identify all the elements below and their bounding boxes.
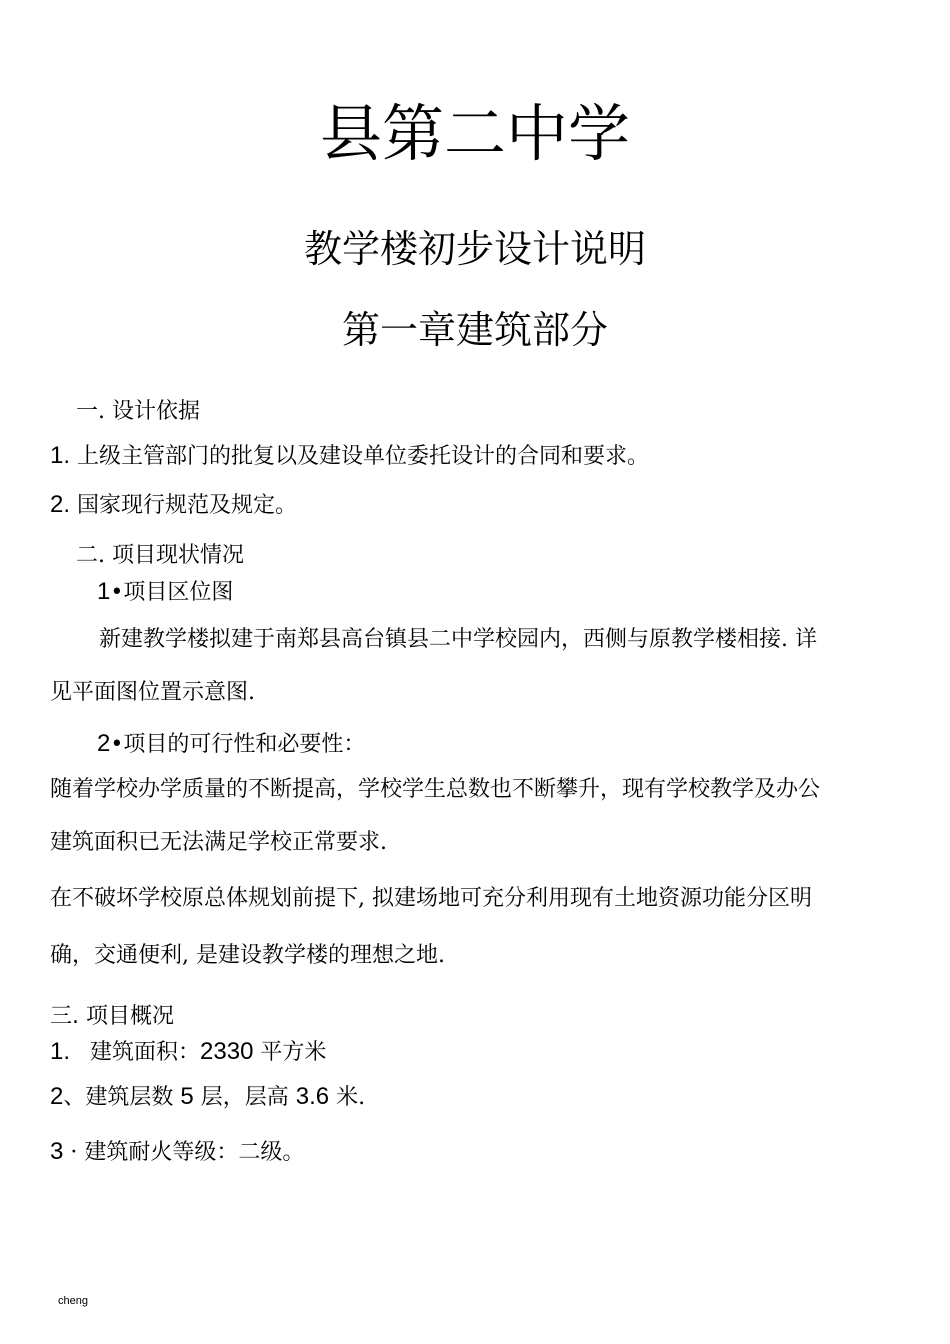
s3-floor-height: 3.6 [295,1083,330,1110]
s3-area-value: 2330 [200,1038,254,1065]
s2-sub2-text: •项目的可行性和必要性： [110,732,366,757]
chapter-title: 第一章建筑部分 [341,308,608,352]
s2-paragraph-1-line-2: 见平面图位置示意图. [50,680,255,705]
s1-item-1 [50,444,649,468]
s2-paragraph-3-line-2: 确，交通便利, 是建设教学楼的理想之地. [50,943,445,968]
section-3-heading: 三. 项目概况 [50,1004,174,1029]
s3-item-1 [50,1040,326,1064]
s3-item-2-mid: 层，层高 [193,1085,296,1110]
s1-item-1-text: 上级主管部门的批复以及建设单位委托设计的合同和要求。 [70,444,650,469]
s2-paragraph-3-line-1: 在不破坏学校原总体规划前提下, 拟建场地可充分利用现有土地资源功能分区明 [50,886,812,911]
s3-item-1-number: 1. [50,1038,71,1065]
s1-item-1-number: 1. [50,442,71,469]
s3-item-2-end: 米. [329,1085,366,1110]
school-title: 县第二中学 [319,97,630,170]
s2-paragraph-1-line-1: 新建教学楼拟建于南郑县高台镇县二中学校园内，西侧与原教学楼相接. 详 [99,627,817,652]
s3-item-2 [50,1085,365,1109]
s2-subheading-2 [97,732,365,756]
s2-paragraph-2-line-2: 建筑面积已无法满足学校正常要求. [50,830,387,855]
s3-item-3 [50,1140,304,1164]
section-2-heading: 二. 项目现状情况 [76,543,244,568]
s3-area-unit: 平方米 [253,1040,327,1065]
s3-floor-count: 5 [180,1083,194,1110]
s3-item-3-text: · 建筑耐火等级：二级。 [63,1140,305,1165]
s3-item-3-number: 3 [50,1138,64,1165]
s2-sub2-number: 2 [97,730,111,757]
s2-paragraph-2-line-1: 随着学校办学质量的不断提高，学校学生总数也不断攀升，现有学校教学及办公 [50,777,821,802]
s1-item-2-number: 2. [50,491,71,518]
s3-item-1-label: 建筑面积： [90,1040,201,1065]
s1-item-2-text: 国家现行规范及规定。 [70,493,298,518]
s2-sub1-text: •项目区位图 [110,580,234,605]
section-1-heading: 一. 设计依据 [76,399,200,424]
s3-item-2-label: 、建筑层数 [63,1085,181,1110]
s3-item-2-number: 2 [50,1083,64,1110]
document-title: 教学楼初步设计说明 [303,227,646,271]
s2-sub1-number: 1 [97,578,111,605]
page-footer-text: cheng [58,1295,88,1307]
s2-subheading-1 [97,580,233,604]
s1-item-2 [50,493,297,517]
